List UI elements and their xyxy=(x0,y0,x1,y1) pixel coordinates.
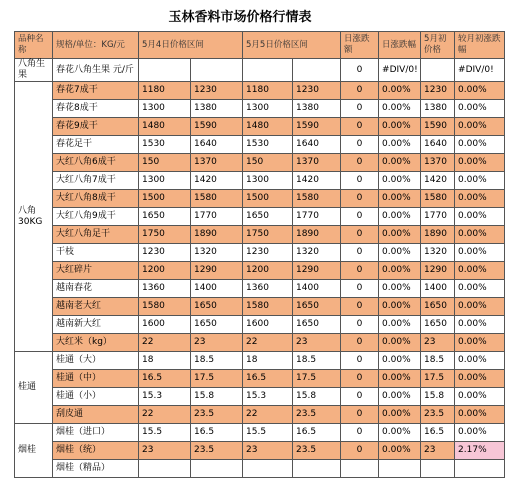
value-cell: 22 xyxy=(243,406,293,424)
spec-cell: 烟桂（精品） xyxy=(53,460,139,478)
table-row xyxy=(15,172,505,190)
value-cell: 22 xyxy=(139,334,191,352)
value-cell: 0 xyxy=(341,352,379,370)
value-cell: 1650 xyxy=(421,316,455,334)
spec-cell: 越南新大红 xyxy=(53,316,139,334)
value-cell: 1640 xyxy=(293,136,341,154)
value-cell: 1230 xyxy=(139,244,191,262)
value-cell: 1420 xyxy=(191,172,243,190)
value-cell: 1580 xyxy=(421,190,455,208)
value-cell: 0 xyxy=(341,334,379,352)
value-cell: 1770 xyxy=(421,208,455,226)
value-cell: 1650 xyxy=(139,208,191,226)
value-cell: 0.00% xyxy=(379,226,421,244)
value-cell: 1400 xyxy=(421,280,455,298)
value-cell: 0.00% xyxy=(379,100,421,118)
table-row xyxy=(15,424,505,442)
header-cell: 日涨跌幅 xyxy=(379,32,421,59)
value-cell: 0.00% xyxy=(455,100,505,118)
value-cell: 1300 xyxy=(139,172,191,190)
value-cell: 0 xyxy=(341,82,379,100)
value-cell: 17.5 xyxy=(421,370,455,388)
value-cell: #DIV/0! xyxy=(379,59,421,82)
value-cell: 0.00% xyxy=(455,388,505,406)
value-cell: 1640 xyxy=(191,136,243,154)
value-cell: 0.00% xyxy=(379,388,421,406)
value-cell: 1290 xyxy=(191,262,243,280)
spec-cell: 大红八角足干 xyxy=(53,226,139,244)
value-cell: 17.5 xyxy=(191,370,243,388)
value-cell xyxy=(379,460,421,478)
value-cell xyxy=(293,59,341,82)
header-row xyxy=(15,32,505,59)
value-cell xyxy=(191,460,243,478)
header-cell: 规格/单位：KG/元 xyxy=(53,32,139,59)
value-cell: 1750 xyxy=(243,226,293,244)
spec-cell: 桂通（中） xyxy=(53,370,139,388)
value-cell: 23.5 xyxy=(421,406,455,424)
value-cell: 0.00% xyxy=(455,244,505,262)
value-cell: 1180 xyxy=(243,82,293,100)
value-cell: 1230 xyxy=(293,82,341,100)
value-cell: 2.17% xyxy=(455,442,505,460)
value-cell: 16.5 xyxy=(191,424,243,442)
group-label: 八角生果 xyxy=(15,59,53,82)
value-cell: 1400 xyxy=(293,280,341,298)
value-cell: 0.00% xyxy=(379,190,421,208)
value-cell: 0 xyxy=(341,388,379,406)
spec-cell: 大红八角9成干 xyxy=(53,208,139,226)
value-cell: 1480 xyxy=(243,118,293,136)
table-row xyxy=(15,388,505,406)
value-cell: 23.5 xyxy=(191,442,243,460)
value-cell: 1380 xyxy=(191,100,243,118)
value-cell: 23.5 xyxy=(191,406,243,424)
value-cell: 0 xyxy=(341,190,379,208)
value-cell: 1580 xyxy=(293,190,341,208)
value-cell: 23 xyxy=(191,334,243,352)
value-cell: 1230 xyxy=(191,82,243,100)
table-row xyxy=(15,82,505,100)
spec-cell: 春花7成干 xyxy=(53,82,139,100)
value-cell: 22 xyxy=(243,334,293,352)
value-cell: 0.00% xyxy=(455,352,505,370)
value-cell: 0.00% xyxy=(455,334,505,352)
value-cell: 1650 xyxy=(293,316,341,334)
table-row xyxy=(15,208,505,226)
value-cell: 1770 xyxy=(293,208,341,226)
value-cell: 0.00% xyxy=(455,154,505,172)
value-cell: 0.00% xyxy=(379,262,421,280)
value-cell xyxy=(455,460,505,478)
table-row xyxy=(15,100,505,118)
value-cell: 1420 xyxy=(421,172,455,190)
value-cell: 1370 xyxy=(293,154,341,172)
value-cell: 1230 xyxy=(243,244,293,262)
value-cell: 0.00% xyxy=(455,136,505,154)
value-cell: 16.5 xyxy=(421,424,455,442)
value-cell: 1890 xyxy=(421,226,455,244)
group-label-text: 八角 30KG xyxy=(18,205,43,227)
value-cell: 0.00% xyxy=(379,280,421,298)
value-cell: 0.00% xyxy=(379,442,421,460)
value-cell: 0.00% xyxy=(379,406,421,424)
value-cell: 1600 xyxy=(243,316,293,334)
value-cell: 15.8 xyxy=(191,388,243,406)
value-cell: 0.00% xyxy=(455,406,505,424)
value-cell xyxy=(293,460,341,478)
table-row xyxy=(15,298,505,316)
spec-cell: 越南老大红 xyxy=(53,298,139,316)
value-cell: 0 xyxy=(341,298,379,316)
value-cell: 0 xyxy=(341,316,379,334)
spec-cell: 烟桂（进口） xyxy=(53,424,139,442)
value-cell: 1370 xyxy=(421,154,455,172)
value-cell: 0.00% xyxy=(379,244,421,262)
value-cell: 0 xyxy=(341,100,379,118)
value-cell: 0.00% xyxy=(379,136,421,154)
table-row xyxy=(15,334,505,352)
value-cell: 1300 xyxy=(243,100,293,118)
value-cell: 1650 xyxy=(293,298,341,316)
value-cell: 1300 xyxy=(243,172,293,190)
value-cell: #DIV/0! xyxy=(455,59,505,82)
value-cell: 1370 xyxy=(191,154,243,172)
group-label: 烟桂 xyxy=(15,424,53,478)
value-cell: 17.5 xyxy=(293,370,341,388)
value-cell: 0.00% xyxy=(455,424,505,442)
value-cell: 150 xyxy=(243,154,293,172)
table-row xyxy=(15,226,505,244)
value-cell: 16.5 xyxy=(243,370,293,388)
group-label xyxy=(15,82,53,352)
value-cell: 1200 xyxy=(243,262,293,280)
header-cell: 5月5日价格区间 xyxy=(243,32,341,59)
value-cell: 1890 xyxy=(191,226,243,244)
value-cell: 0.00% xyxy=(379,352,421,370)
value-cell: 0 xyxy=(341,136,379,154)
table-row xyxy=(15,370,505,388)
table-row xyxy=(15,460,505,478)
value-cell: 1580 xyxy=(243,298,293,316)
value-cell: 0.00% xyxy=(379,334,421,352)
value-cell: 1290 xyxy=(421,262,455,280)
header-cell: 5月4日价格区间 xyxy=(139,32,243,59)
spec-cell: 刮皮通 xyxy=(53,406,139,424)
value-cell: 1300 xyxy=(139,100,191,118)
value-cell: 1380 xyxy=(421,100,455,118)
spec-cell: 大红八角6成干 xyxy=(53,154,139,172)
value-cell: 16.5 xyxy=(293,424,341,442)
value-cell: 1590 xyxy=(293,118,341,136)
value-cell xyxy=(243,460,293,478)
value-cell xyxy=(139,59,191,82)
value-cell: 0.00% xyxy=(455,298,505,316)
value-cell: 23 xyxy=(293,334,341,352)
spec-cell: 大红碎片 xyxy=(53,262,139,280)
value-cell: 0.00% xyxy=(455,370,505,388)
header-cell: 较月初涨跌幅 xyxy=(455,32,505,59)
value-cell: 1320 xyxy=(421,244,455,262)
value-cell: 0 xyxy=(341,244,379,262)
value-cell: 1770 xyxy=(191,208,243,226)
value-cell: 1890 xyxy=(293,226,341,244)
spec-cell: 春花8成干 xyxy=(53,100,139,118)
value-cell: 15.3 xyxy=(243,388,293,406)
value-cell: 0.00% xyxy=(379,370,421,388)
value-cell: 0 xyxy=(341,59,379,82)
value-cell: 0.00% xyxy=(379,298,421,316)
value-cell: 1360 xyxy=(139,280,191,298)
table-row xyxy=(15,442,505,460)
value-cell: 0.00% xyxy=(455,172,505,190)
value-cell: 1420 xyxy=(293,172,341,190)
value-cell: 0 xyxy=(341,370,379,388)
value-cell: 0.00% xyxy=(379,208,421,226)
group-label: 桂通 xyxy=(15,352,53,424)
value-cell: 1400 xyxy=(191,280,243,298)
value-cell: 23 xyxy=(421,442,455,460)
value-cell: 0 xyxy=(341,442,379,460)
value-cell: 0 xyxy=(341,226,379,244)
table-row xyxy=(15,352,505,370)
value-cell: 0.00% xyxy=(379,316,421,334)
spec-cell: 烟桂（统） xyxy=(53,442,139,460)
value-cell xyxy=(243,59,293,82)
value-cell: 1590 xyxy=(421,118,455,136)
value-cell: 15.5 xyxy=(243,424,293,442)
value-cell: 15.3 xyxy=(139,388,191,406)
spec-cell: 大红八角8成干 xyxy=(53,190,139,208)
spec-cell: 大红八角7成干 xyxy=(53,172,139,190)
value-cell: 150 xyxy=(139,154,191,172)
value-cell: 15.8 xyxy=(421,388,455,406)
spec-cell: 干枝 xyxy=(53,244,139,262)
value-cell: 0.00% xyxy=(455,82,505,100)
value-cell: 18.5 xyxy=(191,352,243,370)
value-cell: 0 xyxy=(341,424,379,442)
table-row xyxy=(15,406,505,424)
header-cell: 5月初价格 xyxy=(421,32,455,59)
value-cell: 0.00% xyxy=(455,280,505,298)
value-cell: 0.00% xyxy=(379,118,421,136)
value-cell: 22 xyxy=(139,406,191,424)
value-cell: 1590 xyxy=(191,118,243,136)
table-row xyxy=(15,118,505,136)
value-cell: 0.00% xyxy=(455,316,505,334)
value-cell: 1500 xyxy=(243,190,293,208)
value-cell: 15.5 xyxy=(139,424,191,442)
value-cell: 23 xyxy=(421,334,455,352)
value-cell: 18 xyxy=(243,352,293,370)
value-cell: 1320 xyxy=(191,244,243,262)
value-cell: 1530 xyxy=(243,136,293,154)
value-cell: 1530 xyxy=(139,136,191,154)
value-cell: 0.00% xyxy=(455,226,505,244)
value-cell xyxy=(421,59,455,82)
value-cell: 0.00% xyxy=(379,82,421,100)
value-cell: 1500 xyxy=(139,190,191,208)
value-cell: 1480 xyxy=(139,118,191,136)
value-cell: 1320 xyxy=(293,244,341,262)
value-cell: 0.00% xyxy=(379,172,421,190)
value-cell: 15.8 xyxy=(293,388,341,406)
spec-cell: 春花足干 xyxy=(53,136,139,154)
value-cell: 1290 xyxy=(293,262,341,280)
value-cell: 1750 xyxy=(139,226,191,244)
value-cell: 0 xyxy=(341,262,379,280)
value-cell: 0.00% xyxy=(379,154,421,172)
spec-cell: 桂通（小） xyxy=(53,388,139,406)
value-cell: 23 xyxy=(243,442,293,460)
value-cell: 0.00% xyxy=(379,424,421,442)
value-cell: 18 xyxy=(139,352,191,370)
table-row xyxy=(15,280,505,298)
spec-cell: 春花八角生果 元/斤 xyxy=(53,59,139,82)
table-row xyxy=(15,244,505,262)
value-cell: 1650 xyxy=(191,316,243,334)
value-cell: 0 xyxy=(341,172,379,190)
value-cell: 0 xyxy=(341,406,379,424)
value-cell xyxy=(139,460,191,478)
value-cell: 16.5 xyxy=(139,370,191,388)
value-cell: 0 xyxy=(341,208,379,226)
value-cell: 1580 xyxy=(139,298,191,316)
value-cell: 0.00% xyxy=(455,118,505,136)
table-row xyxy=(15,190,505,208)
value-cell: 1200 xyxy=(139,262,191,280)
value-cell: 1600 xyxy=(139,316,191,334)
value-cell: 1650 xyxy=(421,298,455,316)
table-row xyxy=(15,262,505,280)
header-cell: 日涨跌额 xyxy=(341,32,379,59)
value-cell: 1580 xyxy=(191,190,243,208)
header-cell: 品种名称 xyxy=(15,32,53,59)
table-row xyxy=(15,59,505,82)
value-cell: 0 xyxy=(341,118,379,136)
value-cell: 0.00% xyxy=(455,262,505,280)
value-cell: 0 xyxy=(341,280,379,298)
sheet-title: 玉林香料市场价格行情表 xyxy=(168,10,312,25)
value-cell: 1380 xyxy=(293,100,341,118)
value-cell: 1650 xyxy=(191,298,243,316)
value-cell: 1230 xyxy=(421,82,455,100)
value-cell: 0 xyxy=(341,154,379,172)
spec-cell: 大红米（kg） xyxy=(53,334,139,352)
value-cell: 23 xyxy=(139,442,191,460)
table-row xyxy=(15,154,505,172)
value-cell: 1180 xyxy=(139,82,191,100)
value-cell: 0.00% xyxy=(455,190,505,208)
value-cell: 0.00% xyxy=(455,208,505,226)
value-cell: 23.5 xyxy=(293,406,341,424)
spec-cell: 越南春花 xyxy=(53,280,139,298)
spec-cell: 春花9成干 xyxy=(53,118,139,136)
value-cell: 18.5 xyxy=(293,352,341,370)
table-row xyxy=(15,316,505,334)
value-cell: 18.5 xyxy=(421,352,455,370)
value-cell xyxy=(341,460,379,478)
value-cell: 1640 xyxy=(421,136,455,154)
value-cell: 1650 xyxy=(243,208,293,226)
value-cell: 23.5 xyxy=(293,442,341,460)
spec-cell: 桂通（大） xyxy=(53,352,139,370)
value-cell: 1360 xyxy=(243,280,293,298)
value-cell xyxy=(421,460,455,478)
value-cell xyxy=(191,59,243,82)
price-table xyxy=(14,31,505,478)
table-row xyxy=(15,136,505,154)
